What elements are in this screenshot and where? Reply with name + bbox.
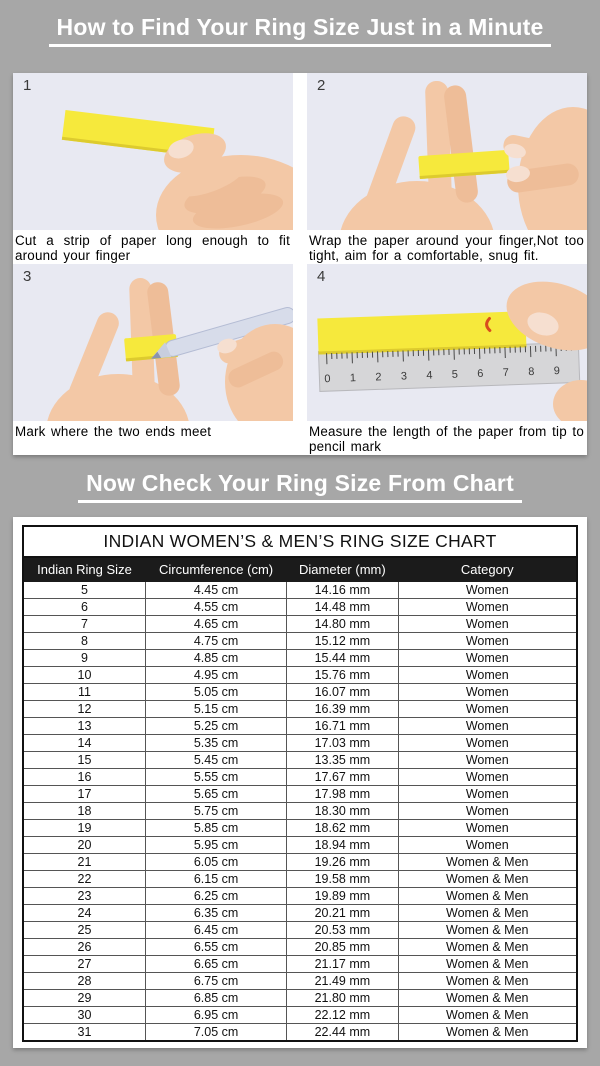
table-cell: 25 (23, 922, 145, 939)
table-row (23, 854, 577, 871)
table-row (23, 837, 577, 854)
step-3-caption: Mark where the two ends meet (15, 424, 212, 439)
col-header-diameter: Diameter (mm) (287, 557, 398, 582)
table-cell: Women (398, 684, 577, 701)
table-cell: 17.98 mm (287, 786, 398, 803)
svg-text:9: 9 (553, 365, 561, 378)
table-row (23, 599, 577, 616)
table-row (23, 922, 577, 939)
table-row (23, 633, 577, 650)
table-cell: 15 (23, 752, 145, 769)
table-cell: 30 (23, 1007, 145, 1024)
chart-header-row (23, 557, 577, 582)
table-cell: Women & Men (398, 956, 577, 973)
table-row (23, 735, 577, 752)
table-cell: 6.25 cm (145, 888, 286, 905)
table-cell: 8 (23, 633, 145, 650)
table-row (23, 1024, 577, 1042)
chart-heading (0, 470, 600, 503)
table-cell: Women & Men (398, 990, 577, 1007)
table-row (23, 871, 577, 888)
step-2-caption: Wrap the paper around your finger,Not too tight, aim for a comfortable, snug fit. (309, 233, 584, 264)
table-cell: 5.95 cm (145, 837, 286, 854)
table-cell: Women & Men (398, 905, 577, 922)
table-cell: 13 (23, 718, 145, 735)
table-cell: Women (398, 837, 577, 854)
table-cell: 19.58 mm (287, 871, 398, 888)
table-cell: 19.89 mm (287, 888, 398, 905)
svg-text:3: 3 (400, 370, 408, 383)
table-cell: 5.75 cm (145, 803, 286, 820)
step-3-number: 3 (23, 268, 32, 285)
table-cell: Women (398, 701, 577, 718)
svg-text:2: 2 (375, 371, 382, 384)
table-cell: 21.17 mm (287, 956, 398, 973)
svg-text:5: 5 (451, 368, 459, 381)
table-row (23, 888, 577, 905)
table-row (23, 582, 577, 599)
svg-text:6: 6 (477, 367, 484, 380)
table-row (23, 973, 577, 990)
table-cell: 20.21 mm (287, 905, 398, 922)
table-cell: 14 (23, 735, 145, 752)
svg-text:0: 0 (324, 373, 331, 386)
step-4-photo (307, 264, 587, 421)
table-cell: 18.94 mm (287, 837, 398, 854)
table-row (23, 786, 577, 803)
table-cell: 5.15 cm (145, 701, 286, 718)
table-cell: 18 (23, 803, 145, 820)
table-row (23, 820, 577, 837)
table-cell: 4.95 cm (145, 667, 286, 684)
table-row (23, 667, 577, 684)
main-heading (0, 14, 600, 47)
chart-title: INDIAN WOMEN’S & MEN’S RING SIZE CHART (23, 526, 577, 557)
table-cell: 10 (23, 667, 145, 684)
table-cell: 5.25 cm (145, 718, 286, 735)
table-cell: 6.15 cm (145, 871, 286, 888)
col-header-category: Category (398, 557, 577, 582)
table-cell: Women (398, 769, 577, 786)
step-1 (13, 73, 293, 264)
table-cell: Women (398, 735, 577, 752)
right-hand (502, 107, 587, 230)
table-cell: 16.07 mm (287, 684, 398, 701)
table-cell: 9 (23, 650, 145, 667)
table-cell: Women (398, 633, 577, 650)
table-cell: 22 (23, 871, 145, 888)
table-cell: 6.95 cm (145, 1007, 286, 1024)
table-cell: 24 (23, 905, 145, 922)
table-cell: 5.05 cm (145, 684, 286, 701)
table-cell: 15.44 mm (287, 650, 398, 667)
table-row (23, 939, 577, 956)
table-cell: Women (398, 820, 577, 837)
table-cell: 26 (23, 939, 145, 956)
table-cell: 6.85 cm (145, 990, 286, 1007)
table-cell: 22.44 mm (287, 1024, 398, 1042)
table-cell: 5.55 cm (145, 769, 286, 786)
step-3 (13, 264, 293, 455)
table-cell: 21.80 mm (287, 990, 398, 1007)
table-cell: Women (398, 650, 577, 667)
table-cell: 17 (23, 786, 145, 803)
table-cell: 27 (23, 956, 145, 973)
how-to-steps-panel (13, 73, 587, 455)
step-1-number: 1 (23, 77, 32, 94)
step-2-number: 2 (317, 77, 326, 94)
table-cell: 20 (23, 837, 145, 854)
table-row (23, 905, 577, 922)
table-cell: 7.05 cm (145, 1024, 286, 1042)
paper-strip-illustration (13, 73, 293, 230)
table-cell: 5.65 cm (145, 786, 286, 803)
chart-title-row (23, 526, 577, 557)
ring-size-table-body (23, 582, 577, 1042)
table-row (23, 769, 577, 786)
table-cell: 11 (23, 684, 145, 701)
table-cell: Women (398, 582, 577, 599)
step-3-photo (13, 264, 293, 421)
table-cell: 6 (23, 599, 145, 616)
table-cell: 21 (23, 854, 145, 871)
table-cell: 6.35 cm (145, 905, 286, 922)
table-cell: 19 (23, 820, 145, 837)
table-cell: Women & Men (398, 854, 577, 871)
table-cell: 6.55 cm (145, 939, 286, 956)
table-cell: 7 (23, 616, 145, 633)
table-cell: 18.62 mm (287, 820, 398, 837)
table-cell: Women (398, 599, 577, 616)
table-row (23, 803, 577, 820)
table-cell: 21.49 mm (287, 973, 398, 990)
table-cell: 6.65 cm (145, 956, 286, 973)
ring-size-table (22, 525, 578, 1042)
step-2 (307, 73, 587, 264)
table-cell: Women (398, 786, 577, 803)
table-cell: 5.85 cm (145, 820, 286, 837)
col-header-indian-ring-size: Indian Ring Size (23, 557, 145, 582)
table-cell: 15.76 mm (287, 667, 398, 684)
table-cell: 4.85 cm (145, 650, 286, 667)
mark-paper-illustration (13, 264, 293, 421)
svg-text:8: 8 (528, 365, 535, 379)
table-cell: 12 (23, 701, 145, 718)
wrap-paper-illustration (307, 73, 587, 230)
table-cell: 14.48 mm (287, 599, 398, 616)
table-cell: 4.55 cm (145, 599, 286, 616)
table-cell: Women & Men (398, 871, 577, 888)
step-4-caption: Measure the length of the paper from tip to pencil mark (309, 424, 584, 455)
table-cell: 20.85 mm (287, 939, 398, 956)
table-row (23, 956, 577, 973)
table-cell: Women & Men (398, 939, 577, 956)
table-cell: 17.03 mm (287, 735, 398, 752)
table-row (23, 752, 577, 769)
table-cell: 6.05 cm (145, 854, 286, 871)
chart-heading-text: Now Check Your Ring Size From Chart (78, 470, 522, 503)
table-cell: 5.35 cm (145, 735, 286, 752)
table-cell: 16.39 mm (287, 701, 398, 718)
table-row (23, 684, 577, 701)
table-cell: 15.12 mm (287, 633, 398, 650)
table-cell: 17.67 mm (287, 769, 398, 786)
table-cell: 18.30 mm (287, 803, 398, 820)
table-cell: 31 (23, 1024, 145, 1042)
ruler-illustration (307, 264, 587, 421)
table-cell: 22.12 mm (287, 1007, 398, 1024)
col-header-circumference: Circumference (cm) (145, 557, 286, 582)
table-cell: 29 (23, 990, 145, 1007)
table-cell: 16 (23, 769, 145, 786)
table-row (23, 990, 577, 1007)
table-cell: Women & Men (398, 973, 577, 990)
table-row (23, 701, 577, 718)
table-cell: 5.45 cm (145, 752, 286, 769)
svg-text:1: 1 (349, 372, 357, 385)
table-cell: 5 (23, 582, 145, 599)
table-row (23, 718, 577, 735)
table-row (23, 1007, 577, 1024)
step-1-photo (13, 73, 293, 230)
table-cell: Women & Men (398, 1007, 577, 1024)
step-1-caption: Cut a strip of paper long enough to fit around your finger (15, 233, 290, 264)
table-cell: 28 (23, 973, 145, 990)
step-4-number: 4 (317, 268, 326, 285)
table-cell: Women (398, 803, 577, 820)
ring-size-chart-panel (13, 517, 587, 1048)
table-cell: Women (398, 616, 577, 633)
table-cell: 4.45 cm (145, 582, 286, 599)
table-cell: 23 (23, 888, 145, 905)
svg-text:4: 4 (426, 369, 433, 382)
table-cell: 14.80 mm (287, 616, 398, 633)
table-cell: Women (398, 667, 577, 684)
table-cell: 14.16 mm (287, 582, 398, 599)
step-4 (307, 264, 587, 455)
table-cell: 4.75 cm (145, 633, 286, 650)
table-cell: 16.71 mm (287, 718, 398, 735)
step-2-photo (307, 73, 587, 230)
table-cell: 19.26 mm (287, 854, 398, 871)
main-heading-text: How to Find Your Ring Size Just in a Minute (49, 14, 552, 47)
table-cell: 13.35 mm (287, 752, 398, 769)
table-cell: Women & Men (398, 888, 577, 905)
table-cell: 6.75 cm (145, 973, 286, 990)
table-cell: 4.65 cm (145, 616, 286, 633)
table-cell: Women (398, 752, 577, 769)
table-cell: 20.53 mm (287, 922, 398, 939)
svg-text:7: 7 (502, 366, 510, 380)
table-row (23, 616, 577, 633)
table-cell: Women (398, 718, 577, 735)
lower-fingertip (553, 380, 587, 421)
table-row (23, 650, 577, 667)
table-cell: Women & Men (398, 1024, 577, 1042)
table-cell: Women & Men (398, 922, 577, 939)
table-cell: 6.45 cm (145, 922, 286, 939)
